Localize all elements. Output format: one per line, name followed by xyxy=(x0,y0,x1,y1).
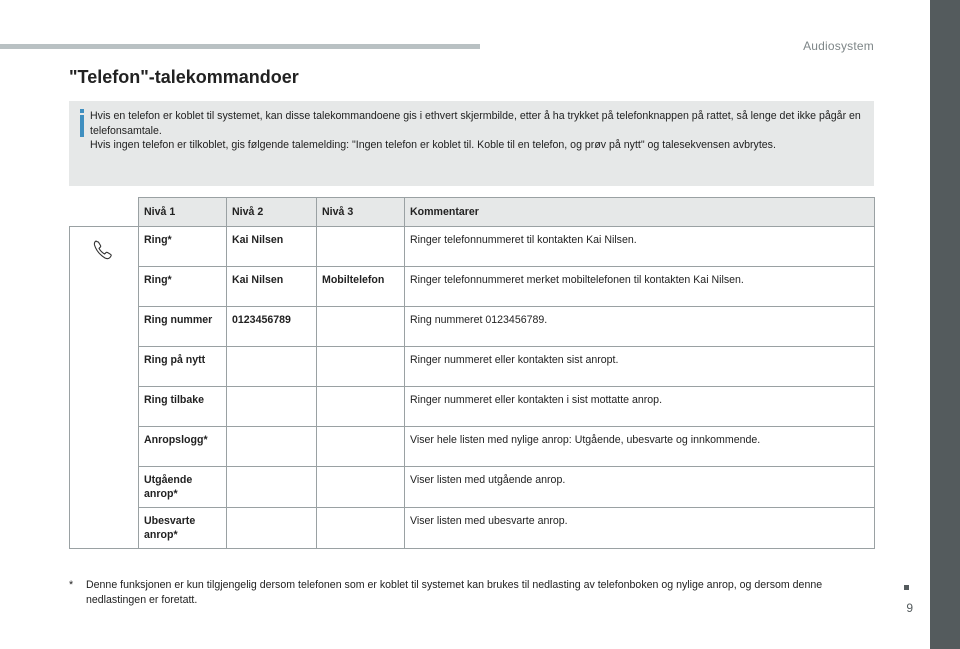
top-rule xyxy=(0,44,480,49)
row-8-level-2 xyxy=(227,508,317,549)
table-row xyxy=(70,427,875,467)
row-5-level-3 xyxy=(317,387,405,427)
row-6-level-3 xyxy=(317,427,405,467)
row-6-level-2 xyxy=(227,427,317,467)
voice-command-table xyxy=(69,197,875,549)
row-2-comment: Ringer telefonnummeret merket mobiltelefonen til kontakten Kai Nilsen. xyxy=(405,267,875,307)
row-8-comment: Viser listen med ubesvarte anrop. xyxy=(405,508,875,549)
header-level-3: Nivå 3 xyxy=(317,198,405,227)
header-blank xyxy=(70,198,139,227)
info-text xyxy=(90,109,870,153)
row-3-level-1: Ring nummer xyxy=(139,307,227,347)
title-main: Telefon xyxy=(77,67,141,87)
info-line-2: Hvis ingen telefon er tilkoblet, gis følgende talemelding: "Ingen telefon er koblet til. Koble til en telefon, og prøv på nytt" og talesekvensen avbrytes. xyxy=(90,139,776,152)
row-4-level-3 xyxy=(317,347,405,387)
title-quote-open: " xyxy=(69,67,78,87)
row-8-level-3 xyxy=(317,508,405,549)
row-4-comment: Ringer nummeret eller kontakten sist anropt. xyxy=(405,347,875,387)
footnote-star: * xyxy=(69,579,74,591)
row-6-level-1: Anropslogg* xyxy=(139,427,227,467)
row-7-level-1: Utgående anrop* xyxy=(139,467,227,508)
right-edge-band xyxy=(930,0,960,649)
footnote xyxy=(69,578,859,608)
row-1-comment: Ringer telefonnummeret til kontakten Kai Nilsen. xyxy=(405,227,875,267)
row-4-level-1: Ring på nytt xyxy=(139,347,227,387)
row-7-comment: Viser listen med utgående anrop. xyxy=(405,467,875,508)
row-2-level-2: Kai Nilsen xyxy=(227,267,317,307)
row-4-level-2 xyxy=(227,347,317,387)
row-5-level-1: Ring tilbake xyxy=(139,387,227,427)
page-marker xyxy=(904,585,909,590)
title-rest: "-talekommandoer xyxy=(140,67,299,87)
info-box xyxy=(69,101,874,186)
row-1-level-3 xyxy=(317,227,405,267)
row-6-comment: Viser hele listen med nylige anrop: Utgående, ubesvarte og innkommende. xyxy=(405,427,875,467)
header-level-2: Nivå 2 xyxy=(227,198,317,227)
phone-icon-cell xyxy=(70,227,139,549)
table-row xyxy=(70,307,875,347)
phone-icon xyxy=(92,239,114,261)
row-1-level-1: Ring* xyxy=(139,227,227,267)
page-number: 9 xyxy=(906,601,913,615)
row-2-level-1: Ring* xyxy=(139,267,227,307)
table-row xyxy=(70,347,875,387)
table-row xyxy=(70,267,875,307)
info-icon xyxy=(77,109,87,137)
table-row xyxy=(70,387,875,427)
row-2-level-3: Mobiltelefon xyxy=(317,267,405,307)
table-header-row xyxy=(70,198,875,227)
row-5-comment: Ringer nummeret eller kontakten i sist mottatte anrop. xyxy=(405,387,875,427)
info-line-1: Hvis en telefon er koblet til systemet, kan disse talekommandoene gis i ethvert skjermbilde, etter å ha trykket på telefonknappen på rattet, så lenge det ikke pågår en telefonsamtale. xyxy=(90,110,861,137)
row-3-level-3 xyxy=(317,307,405,347)
row-3-level-2: 0123456789 xyxy=(227,307,317,347)
table-row xyxy=(70,227,875,267)
row-1-level-2: Kai Nilsen xyxy=(227,227,317,267)
table-row xyxy=(70,508,875,549)
row-3-comment: Ring nummeret 0123456789. xyxy=(405,307,875,347)
row-5-level-2 xyxy=(227,387,317,427)
table-row xyxy=(70,467,875,508)
footnote-text: Denne funksjonen er kun tilgjengelig dersom telefonen som er koblet til systemet kan brukes til nedlasting av telefonboken og nylige anrop, og dersom denne nedlastingen er foretatt. xyxy=(86,579,823,606)
row-8-level-1: Ubesvarte anrop* xyxy=(139,508,227,549)
row-7-level-2 xyxy=(227,467,317,508)
header-comments: Kommentarer xyxy=(405,198,875,227)
section-title: Audiosystem xyxy=(803,39,874,53)
header-level-1: Nivå 1 xyxy=(139,198,227,227)
page-title xyxy=(69,67,299,88)
row-7-level-3 xyxy=(317,467,405,508)
